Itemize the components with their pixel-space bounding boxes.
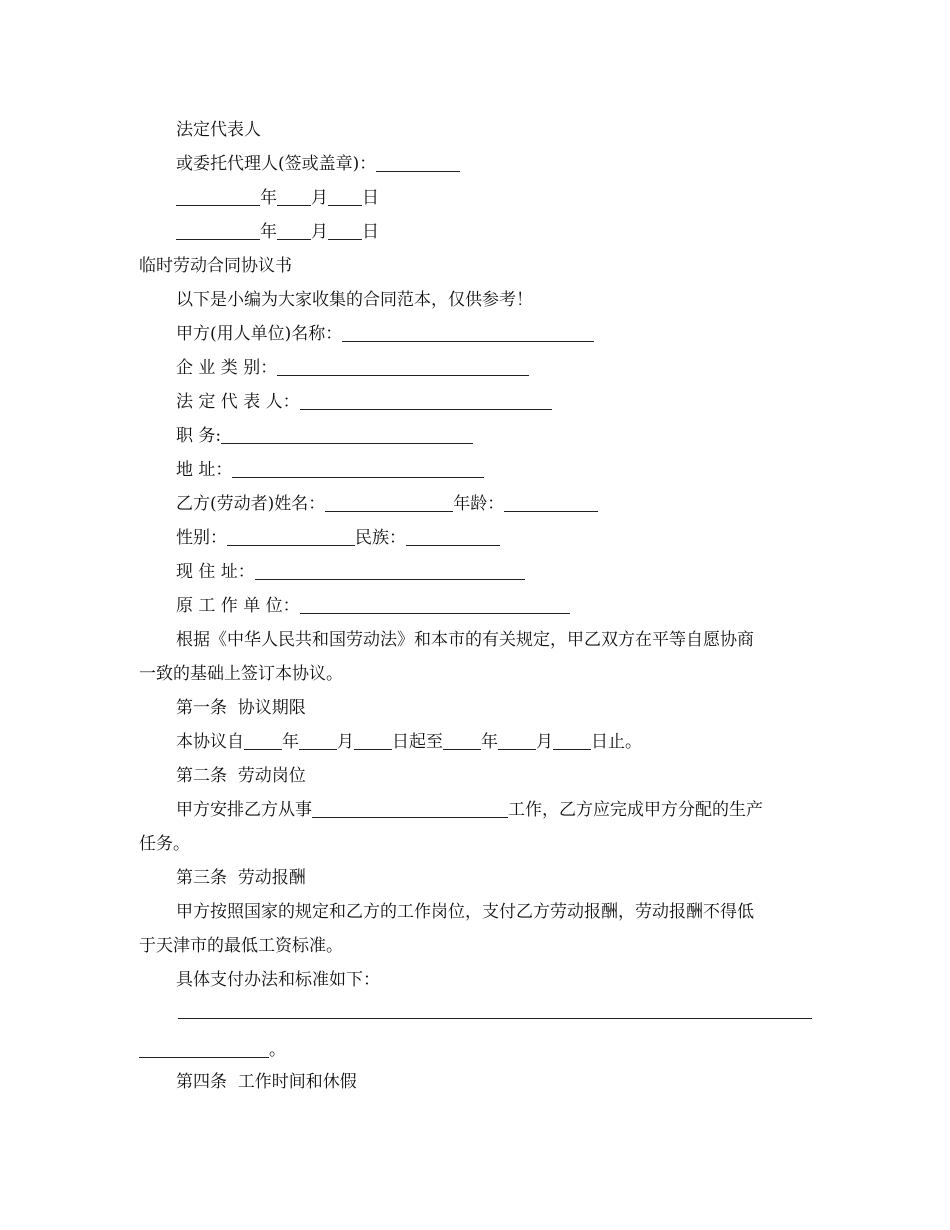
day-label: 日 <box>362 222 379 242</box>
gender-blank <box>227 528 355 546</box>
date-line-2 <box>176 220 379 244</box>
legal-representative-blank <box>300 392 552 410</box>
position-blank <box>221 426 473 444</box>
ethnicity-blank <box>406 528 500 546</box>
party-b-label: 乙方(劳动者)姓名： <box>176 494 326 514</box>
signature-blank <box>376 154 460 172</box>
year-label: 年 <box>282 732 299 752</box>
address-label: 地 址： <box>176 460 233 480</box>
year-label: 年 <box>260 188 277 208</box>
start-day-blank <box>354 732 392 750</box>
term-start-label: 本协议自 <box>176 732 244 752</box>
agent-signature-label: 或委托代理人(签或盖章)： <box>176 154 377 174</box>
payment-method-blank-2 <box>139 1040 269 1058</box>
previous-employer-blank <box>300 596 570 614</box>
month-label: 月 <box>311 222 328 242</box>
pay-paragraph-line-1: 甲方按照国家的规定和乙方的工作岗位，支付乙方劳动报酬，劳动报酬不得低 <box>176 902 754 922</box>
age-blank <box>504 494 598 512</box>
month-label: 月 <box>337 732 354 752</box>
payment-method-blank-1 <box>178 1018 812 1019</box>
party-b-name-blank <box>325 494 453 512</box>
current-address-label: 现 住 址： <box>176 562 255 582</box>
agreement-term-line <box>176 730 642 754</box>
intro-text: 以下是小编为大家收集的合同范本，仅供参考！ <box>176 290 533 310</box>
day-label: 日 <box>362 188 379 208</box>
payment-method-blank-line-2 <box>139 1038 286 1062</box>
end-year-blank <box>443 732 481 750</box>
previous-employer-label: 原 工 作 单 位： <box>176 596 300 616</box>
article-3-heading: 第三条 劳动报酬 <box>176 868 306 888</box>
gender-label: 性别： <box>176 528 227 548</box>
start-year-blank <box>244 732 282 750</box>
day-blank <box>328 188 362 206</box>
end-month-blank <box>498 732 536 750</box>
pay-paragraph-line-2: 于天津市的最低工资标准。 <box>139 936 343 956</box>
day-blank <box>328 222 362 240</box>
month-label: 月 <box>311 188 328 208</box>
party-a-blank <box>342 324 594 342</box>
ethnicity-label: 民族： <box>355 528 406 548</box>
job-assignment-line-2: 任务。 <box>139 834 190 854</box>
month-label: 月 <box>536 732 553 752</box>
party-a-name-line <box>176 322 594 346</box>
job-blank <box>312 800 508 818</box>
party-b-line <box>176 492 598 516</box>
legal-rep-label: 法定代表人 <box>176 120 261 140</box>
article-4-heading: 第四条 工作时间和休假 <box>176 1072 357 1092</box>
agent-signature-line <box>176 152 460 176</box>
article-2-heading: 第二条 劳动岗位 <box>176 766 306 786</box>
job-assignment-line <box>176 798 763 822</box>
end-day-blank <box>553 732 591 750</box>
payment-method-label: 具体支付办法和标准如下： <box>176 970 380 990</box>
year-blank <box>176 188 260 206</box>
term-from-label: 日起至 <box>392 732 443 752</box>
term-end-label: 日止。 <box>591 732 642 752</box>
date-line-1 <box>176 186 379 210</box>
document-title: 临时劳动合同协议书 <box>139 256 292 276</box>
month-blank <box>277 222 311 240</box>
current-address-blank <box>255 562 525 580</box>
year-label: 年 <box>481 732 498 752</box>
legal-representative-line <box>176 390 552 414</box>
previous-employer-line <box>176 594 570 618</box>
address-line <box>176 458 484 482</box>
year-label: 年 <box>260 222 277 242</box>
month-blank <box>277 188 311 206</box>
enterprise-type-blank <box>277 358 529 376</box>
article-1-heading: 第一条 协议期限 <box>176 698 306 718</box>
enterprise-type-label: 企 业 类 别： <box>176 358 278 378</box>
legal-representative-label: 法 定 代 表 人： <box>176 392 300 412</box>
year-blank <box>176 222 260 240</box>
position-label: 职 务: <box>176 426 222 446</box>
job-assignment-tail: 工作，乙方应完成甲方分配的生产 <box>508 800 763 820</box>
start-month-blank <box>299 732 337 750</box>
gender-ethnicity-line <box>176 526 500 550</box>
address-blank <box>232 460 484 478</box>
period-mark: 。 <box>269 1040 286 1060</box>
party-a-label: 甲方(用人单位)名称： <box>176 324 343 344</box>
job-assignment-label: 甲方安排乙方从事 <box>176 800 312 820</box>
position-line <box>176 424 473 448</box>
basis-paragraph-line-2: 一致的基础上签订本协议。 <box>139 664 343 684</box>
enterprise-type-line <box>176 356 529 380</box>
basis-paragraph-line-1: 根据《中华人民共和国劳动法》和本市的有关规定，甲乙双方在平等自愿协商 <box>176 630 754 650</box>
current-address-line <box>176 560 525 584</box>
age-label: 年龄： <box>453 494 505 514</box>
